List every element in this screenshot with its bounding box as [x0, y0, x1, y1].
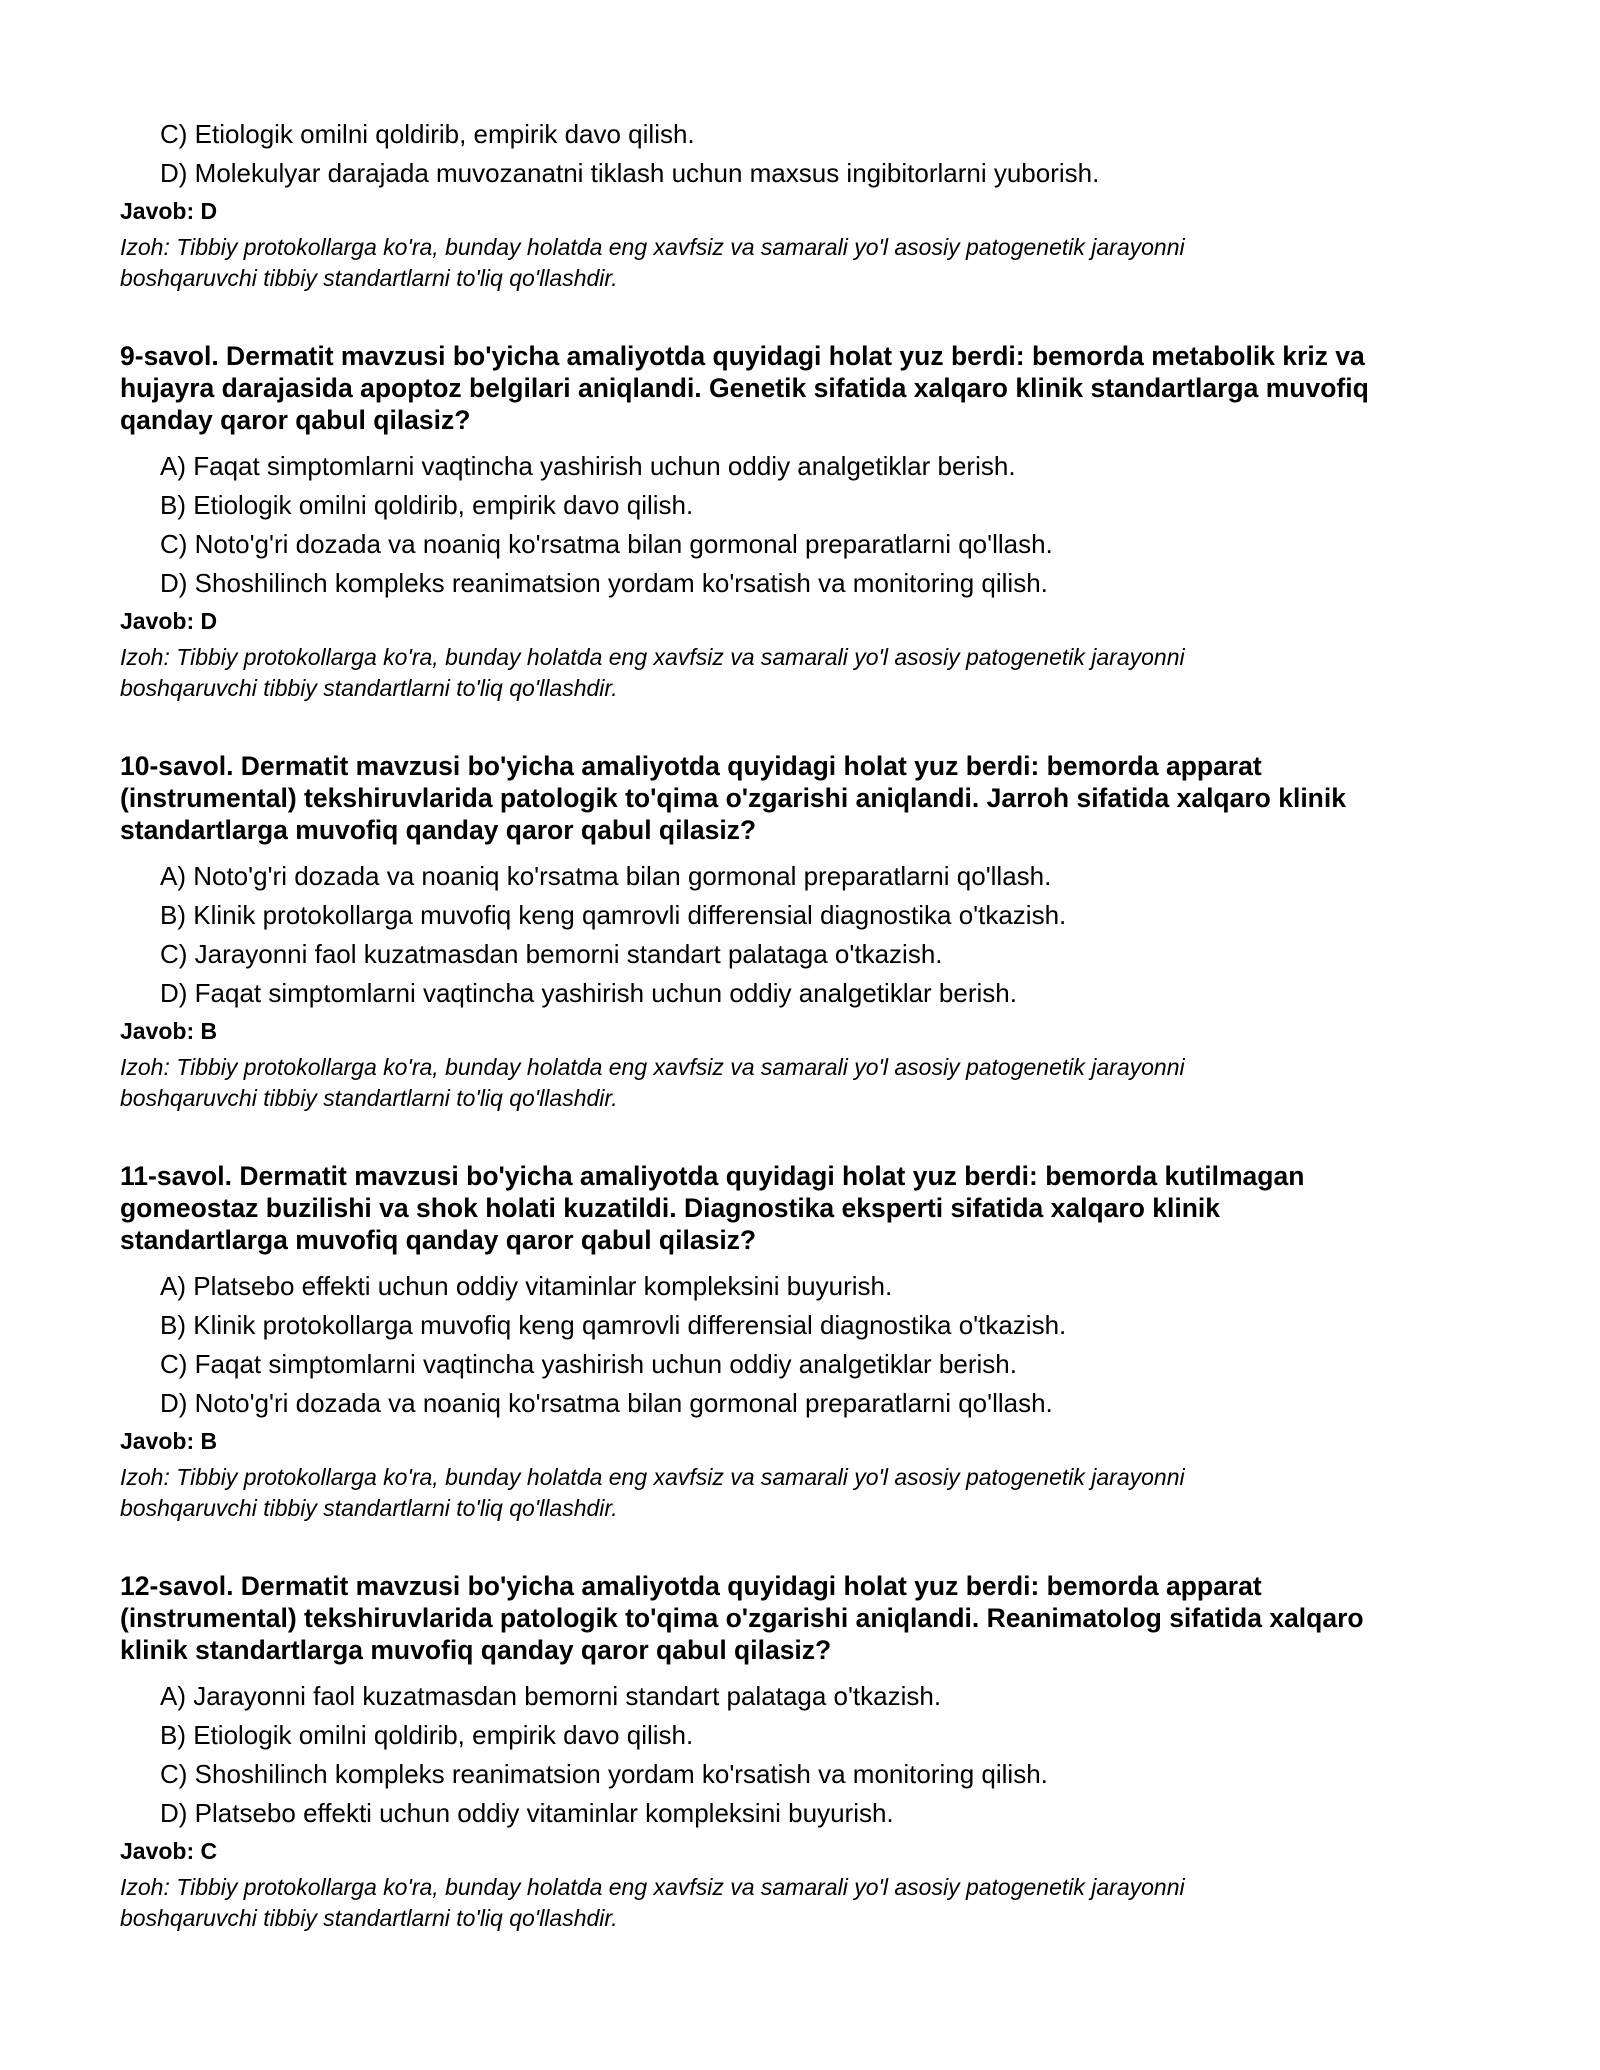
option-list [120, 860, 1490, 1009]
option-c: C) Shoshilinch kompleks reanimatsion yordam ko'rsatish va monitoring qilish. [160, 1759, 1048, 1789]
explanation-note [120, 232, 1490, 294]
option-d: D) Platsebo effekti uchun oddiy vitaminlar kompleksini buyurish. [160, 1798, 894, 1828]
note-line: Izoh: Tibbiy protokollarga ko'ra, bunday holatda eng xavfsiz va samarali yo'l asosiy patogenetik jarayonni [120, 234, 1185, 260]
question-title-line: 12-savol. Dermatit mavzusi bo'yicha amaliyotda quyidagi holat yuz berdi: bemorda apparat [120, 1571, 1262, 1601]
question-title [120, 340, 1490, 436]
question-title-line: hujayra darajasida apoptoz belgilari aniqlandi. Genetik sifatida xalqaro klinik standartlarga muvofiq [120, 373, 1369, 403]
document-page [120, 118, 1490, 1934]
option-c: C) Jarayonni faol kuzatmasdan bemorni standart palataga o'tkazish. [160, 939, 943, 969]
question-title-line: (instrumental) tekshiruvlarida patologik to'qima o'zgarishi aniqlandi. Jarroh sifatida xalqaro klinik [120, 783, 1346, 813]
note-line: boshqaruvchi tibbiy standartlarni to'liq qo'llashdir. [120, 675, 618, 701]
option-a: A) Platsebo effekti uchun oddiy vitaminlar kompleksini buyurish. [160, 1271, 893, 1301]
answer-label: Javob: B [120, 1018, 218, 1044]
note-line: boshqaruvchi tibbiy standartlarni to'liq qo'llashdir. [120, 1905, 618, 1931]
previous-question-tail [120, 118, 1490, 294]
question-title-line: klinik standartlarga muvofiq qanday qaror qabul qilasiz? [120, 1635, 832, 1665]
option-d: D) Faqat simptomlarni vaqtincha yashirish uchun oddiy analgetiklar berish. [160, 978, 1017, 1008]
option-b: B) Etiologik omilni qoldirib, empirik davo qilish. [160, 490, 694, 520]
question-title-line: gomeostaz buzilishi va shok holati kuzatildi. Diagnostika eksperti sifatida xalqaro klinik [120, 1193, 1221, 1223]
question-title [120, 750, 1490, 846]
option-d: D) Shoshilinch kompleks reanimatsion yordam ko'rsatish va monitoring qilish. [160, 568, 1048, 598]
question-title [120, 1570, 1490, 1666]
explanation-note [120, 1872, 1490, 1934]
option-list [120, 1680, 1490, 1829]
question-title [120, 1160, 1490, 1256]
question-title-line: 9-savol. Dermatit mavzusi bo'yicha amaliyotda quyidagi holat yuz berdi: bemorda metabolik kriz va [120, 341, 1365, 371]
question-title-line: standartlarga muvofiq qanday qaror qabul qilasiz? [120, 1225, 757, 1255]
answer-label: Javob: D [120, 198, 218, 224]
option-b: B) Klinik protokollarga muvofiq keng qamrovli differensial diagnostika o'tkazish. [160, 900, 1067, 930]
option-a: A) Noto'g'ri dozada va noaniq ko'rsatma bilan gormonal preparatlarni qo'llash. [160, 861, 1052, 891]
note-line: boshqaruvchi tibbiy standartlarni to'liq qo'llashdir. [120, 1085, 618, 1111]
option-d: D) Noto'g'ri dozada va noaniq ko'rsatma bilan gormonal preparatlarni qo'llash. [160, 1388, 1053, 1418]
question-title-line: (instrumental) tekshiruvlarida patologik to'qima o'zgarishi aniqlandi. Reanimatolog sifatida xalqaro [120, 1603, 1364, 1633]
option-b: B) Etiologik omilni qoldirib, empirik davo qilish. [160, 1720, 694, 1750]
note-line: boshqaruvchi tibbiy standartlarni to'liq qo'llashdir. [120, 1495, 618, 1521]
option-c: C) Faqat simptomlarni vaqtincha yashirish uchun oddiy analgetiklar berish. [160, 1349, 1017, 1379]
note-line: Izoh: Tibbiy protokollarga ko'ra, bunday holatda eng xavfsiz va samarali yo'l asosiy patogenetik jarayonni [120, 1054, 1185, 1080]
question-title-line: 10-savol. Dermatit mavzusi bo'yicha amaliyotda quyidagi holat yuz berdi: bemorda apparat [120, 751, 1262, 781]
note-line: boshqaruvchi tibbiy standartlarni to'liq qo'llashdir. [120, 265, 618, 291]
option-list [120, 1270, 1490, 1419]
question-10 [120, 750, 1490, 1114]
question-title-line: qanday qaror qabul qilasiz? [120, 405, 471, 435]
answer-label: Javob: B [120, 1428, 218, 1454]
question-9 [120, 340, 1490, 704]
question-title-line: 11-savol. Dermatit mavzusi bo'yicha amaliyotda quyidagi holat yuz berdi: bemorda kutilmagan [120, 1161, 1305, 1191]
answer-label: Javob: C [120, 1838, 218, 1864]
note-line: Izoh: Tibbiy protokollarga ko'ra, bunday holatda eng xavfsiz va samarali yo'l asosiy patogenetik jarayonni [120, 644, 1185, 670]
option-list [120, 450, 1490, 599]
note-line: Izoh: Tibbiy protokollarga ko'ra, bunday holatda eng xavfsiz va samarali yo'l asosiy patogenetik jarayonni [120, 1874, 1185, 1900]
option-d: D) Molekulyar darajada muvozanatni tiklash uchun maxsus ingibitorlarni yuborish. [160, 158, 1100, 188]
explanation-note [120, 1052, 1490, 1114]
option-b: B) Klinik protokollarga muvofiq keng qamrovli differensial diagnostika o'tkazish. [160, 1310, 1067, 1340]
explanation-note [120, 642, 1490, 704]
question-11 [120, 1160, 1490, 1524]
option-a: A) Faqat simptomlarni vaqtincha yashirish uchun oddiy analgetiklar berish. [160, 451, 1016, 481]
option-list [120, 118, 1490, 189]
option-c: C) Noto'g'ri dozada va noaniq ko'rsatma bilan gormonal preparatlarni qo'llash. [160, 529, 1053, 559]
note-line: Izoh: Tibbiy protokollarga ko'ra, bunday holatda eng xavfsiz va samarali yo'l asosiy patogenetik jarayonni [120, 1464, 1185, 1490]
question-title-line: standartlarga muvofiq qanday qaror qabul qilasiz? [120, 815, 757, 845]
question-12 [120, 1570, 1490, 1934]
answer-label: Javob: D [120, 608, 218, 634]
option-a: A) Jarayonni faol kuzatmasdan bemorni standart palataga o'tkazish. [160, 1681, 942, 1711]
explanation-note [120, 1462, 1490, 1524]
option-c: C) Etiologik omilni qoldirib, empirik davo qilish. [160, 119, 695, 149]
